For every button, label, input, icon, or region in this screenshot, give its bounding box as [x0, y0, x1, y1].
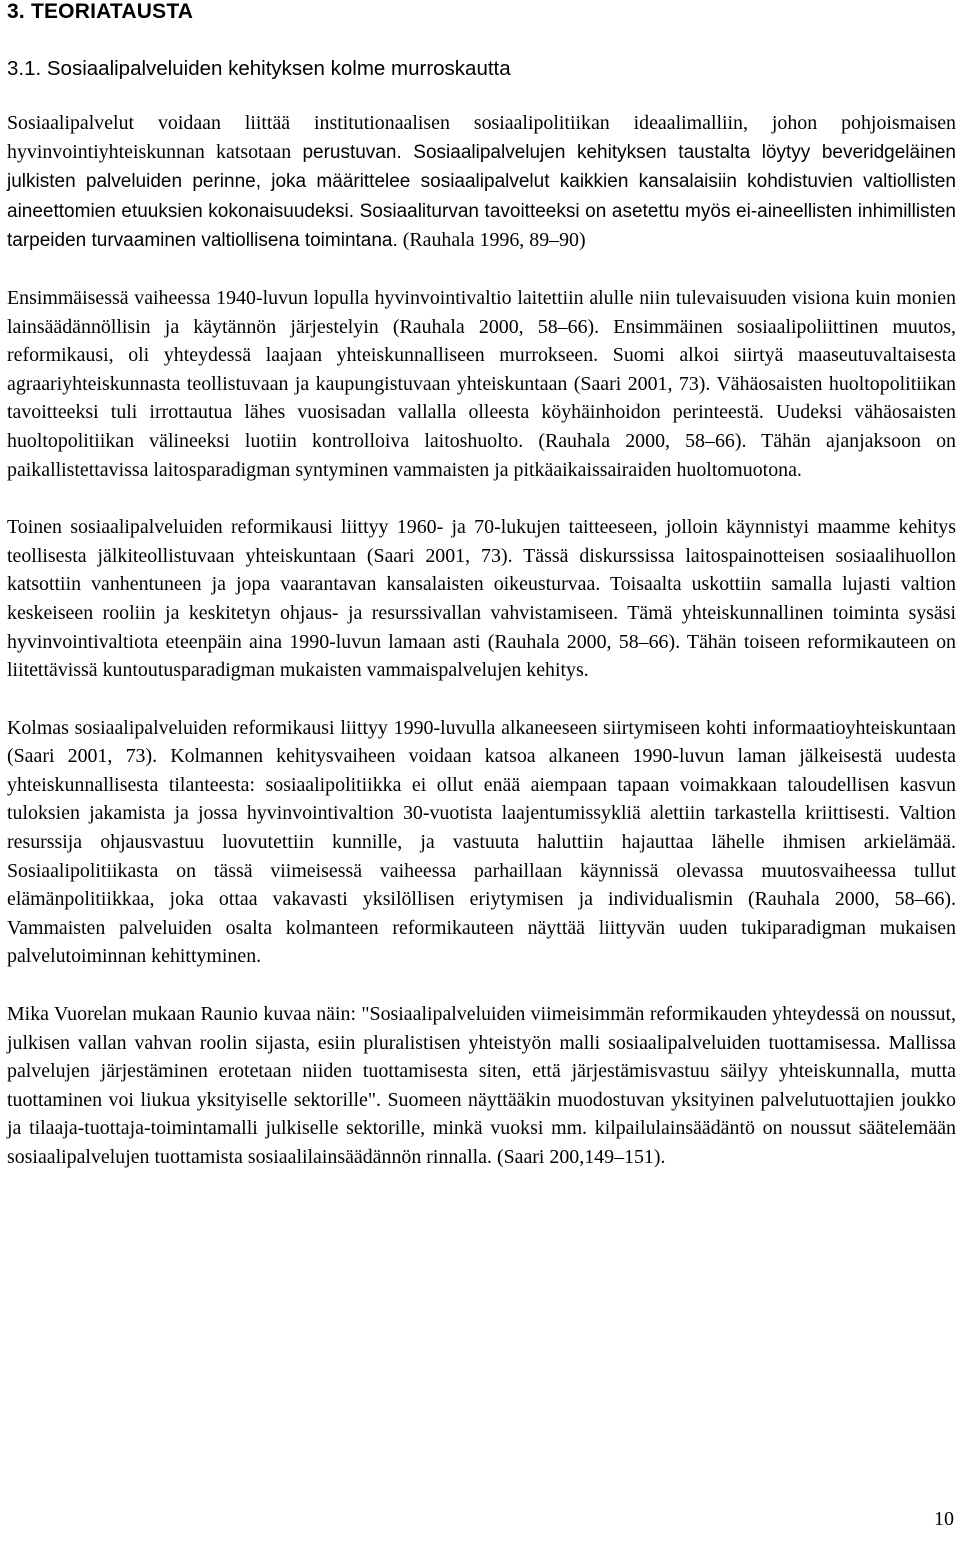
- paragraph-1-lead: Sosiaalipalvelut voidaan liittää institutionaalisen sosiaalipolitiikan ideaalimalliin, johon pohjoismaisen hyvinvointiyhteiskunnan katsotaan: [7, 112, 956, 163]
- paragraph-2: Ensimmäisessä vaiheessa 1940-luvun lopulla hyvinvointivaltio laitettiin alulle niin tulevaisuuden visiona kuin monien lainsäädännöllisin ja käytännön järjestelyin (Rauhala 2000, 58–66). Ensimmäinen sosiaalipoliittinen muutos, reformikausi, oli yhteydessä laajaan yhteiskunnalliseen murrokseen. Suomi alkoi siirtyä maaseutuvaltaisesta agraariyhteiskunnasta teollistuvaan ja kaupungistuvaan yhteiskuntaan (Saari 2001, 73). Vähäosaisten huoltopolitiikan tavoitteeksi tuli irrottautua lähes vuosisadan vallalla olleesta köyhäinhoidon perinteestä. Uudeksi vähäosaisten huoltopolitiikan välineeksi luotiin kontrolloiva laitoshuolto. (Rauhala 2000, 58–66). Tähän ajanjaksoon on paikallistettavissa laitosparadigman syntyminen vammaisten ja pitkäaikaissairaiden huoltomuotona.: [7, 286, 956, 481]
- paragraph-1: [7, 109, 956, 256]
- paragraph-1-citation: (Rauhala 1996, 89–90): [397, 229, 586, 252]
- paragraph-1-middle: Sosiaalipalvelujen kehityksen taustalta löytyy beveridgeläinen julkisten palveluiden perinne, joka määrittelee sosiaalipalvelut kaikkien kansalaisiin kohdistuvien valtiollisten aineettomien etuuksien kokonaisuudeksi. Sosiaaliturvan tavoitteeksi on asetettu myös ei-aineellisten inhimillisten tarpeiden turvaaminen valtiollisena toimintana.: [7, 141, 956, 252]
- chapter-heading: 3. TEORIATAUSTA: [7, 0, 194, 23]
- paragraph-1-sans-run: perustuvan.: [302, 141, 402, 163]
- section-heading: 3.1. Sosiaalipalveluiden kehityksen kolme murroskautta: [7, 57, 511, 80]
- paragraph-4: Kolmas sosiaalipalveluiden reformikausi liittyy 1990-luvulla alkaneeseen siirtymiseen kohti informaatioyhteiskuntaan (Saari 2001, 73). Kolmannen kehitysvaiheen voidaan katsoa alkaneen 1990-luvun laman jälkeisestä uudesta yhteiskunnallisesta tilanteesta: sosiaalipolitiikka ei ollut enää aiempaan tapaan voimakkaan taloudellisen kasvun tuloksien jakamista ja jossa hyvinvointivaltion 30-vuotista laajentumissykliä alettiin tarkastella kriittisesti. Valtion resurssija ohjausvastuu luovutettiin kunnille, ja vastuuta haluttiin hajauttaa lähelle ihmisen arkielämää. Sosiaalipolitiikasta on tässä viimeisessä vaiheessa parhaillaan käynnissä olevassa muutosvaiheessa tullut elämänpolitiikkaa, joka ottaa vakavasti yksilöllisen eriytymisen ja individualismin (Rauhala 2000, 58–66). Vammaisten palveluiden osalta kolmanteen reformikauteen näyttää liittyvän uuden tukiparadigman mukaisen palvelutoiminnan kehittyminen.: [7, 716, 956, 968]
- paragraph-5: Mika Vuorelan mukaan Raunio kuvaa näin: "Sosiaalipalveluiden viimeisimmän reformikauden yhteydessä on noussut, julkisen vallan vahvan roolin sijasta, esiin pluralistisen yhteistyön malli sosiaalipalveluiden tuottamisessa. Mallissa palvelujen järjestäminen erotetaan niiden tuottamisesta siten, että järjestämisvastuu säilyy yhteiskunnalla, mutta tuottaminen voi liukua yksityiselle sektorille". Suomeen näyttääkin muodostuvan yksityinen palvelutuottajien joukko ja tilaaja-tuottaja-toimintamalli julkiselle sektorille, minkä vuoksi mm. kilpailulainsäädäntö on noussut säätelemään sosiaalipalvelujen tuottamista sosiaalilainsäädännön rinnalla. (Saari 200,149–151).: [7, 1003, 956, 1168]
- paragraph-3: Toinen sosiaalipalveluiden reformikausi liittyy 1960- ja 70-lukujen taitteeseen, jolloin käynnistyi maamme kehitys teollisesta jälkiteollistuvaan yhteiskuntaan (Saari 2001, 73). Tässä diskurssissa laitospainotteisen sosiaalihuollon katsottiin vanhentuneen ja jopa vaarantavan kansalaisten oikeusturvaa. Toisaalta uskottiin samalla lujasti valtion keskeiseen rooliin ja keskitetyn ohjaus- ja resurssivallan vahvistamiseen. Tämä yhteiskunnallinen toiminta sysäsi hyvinvointivaltiota eteenpäin aina 1990-luvun lamaan asti (Rauhala 2000, 58–66). Tähän toiseen reformikauteen on liitettävissä kuntoutusparadigman mukaisten vammaispalvelujen kehitys.: [7, 516, 956, 682]
- page-number: 10: [934, 1508, 954, 1530]
- document-page: [7, 0, 956, 1172]
